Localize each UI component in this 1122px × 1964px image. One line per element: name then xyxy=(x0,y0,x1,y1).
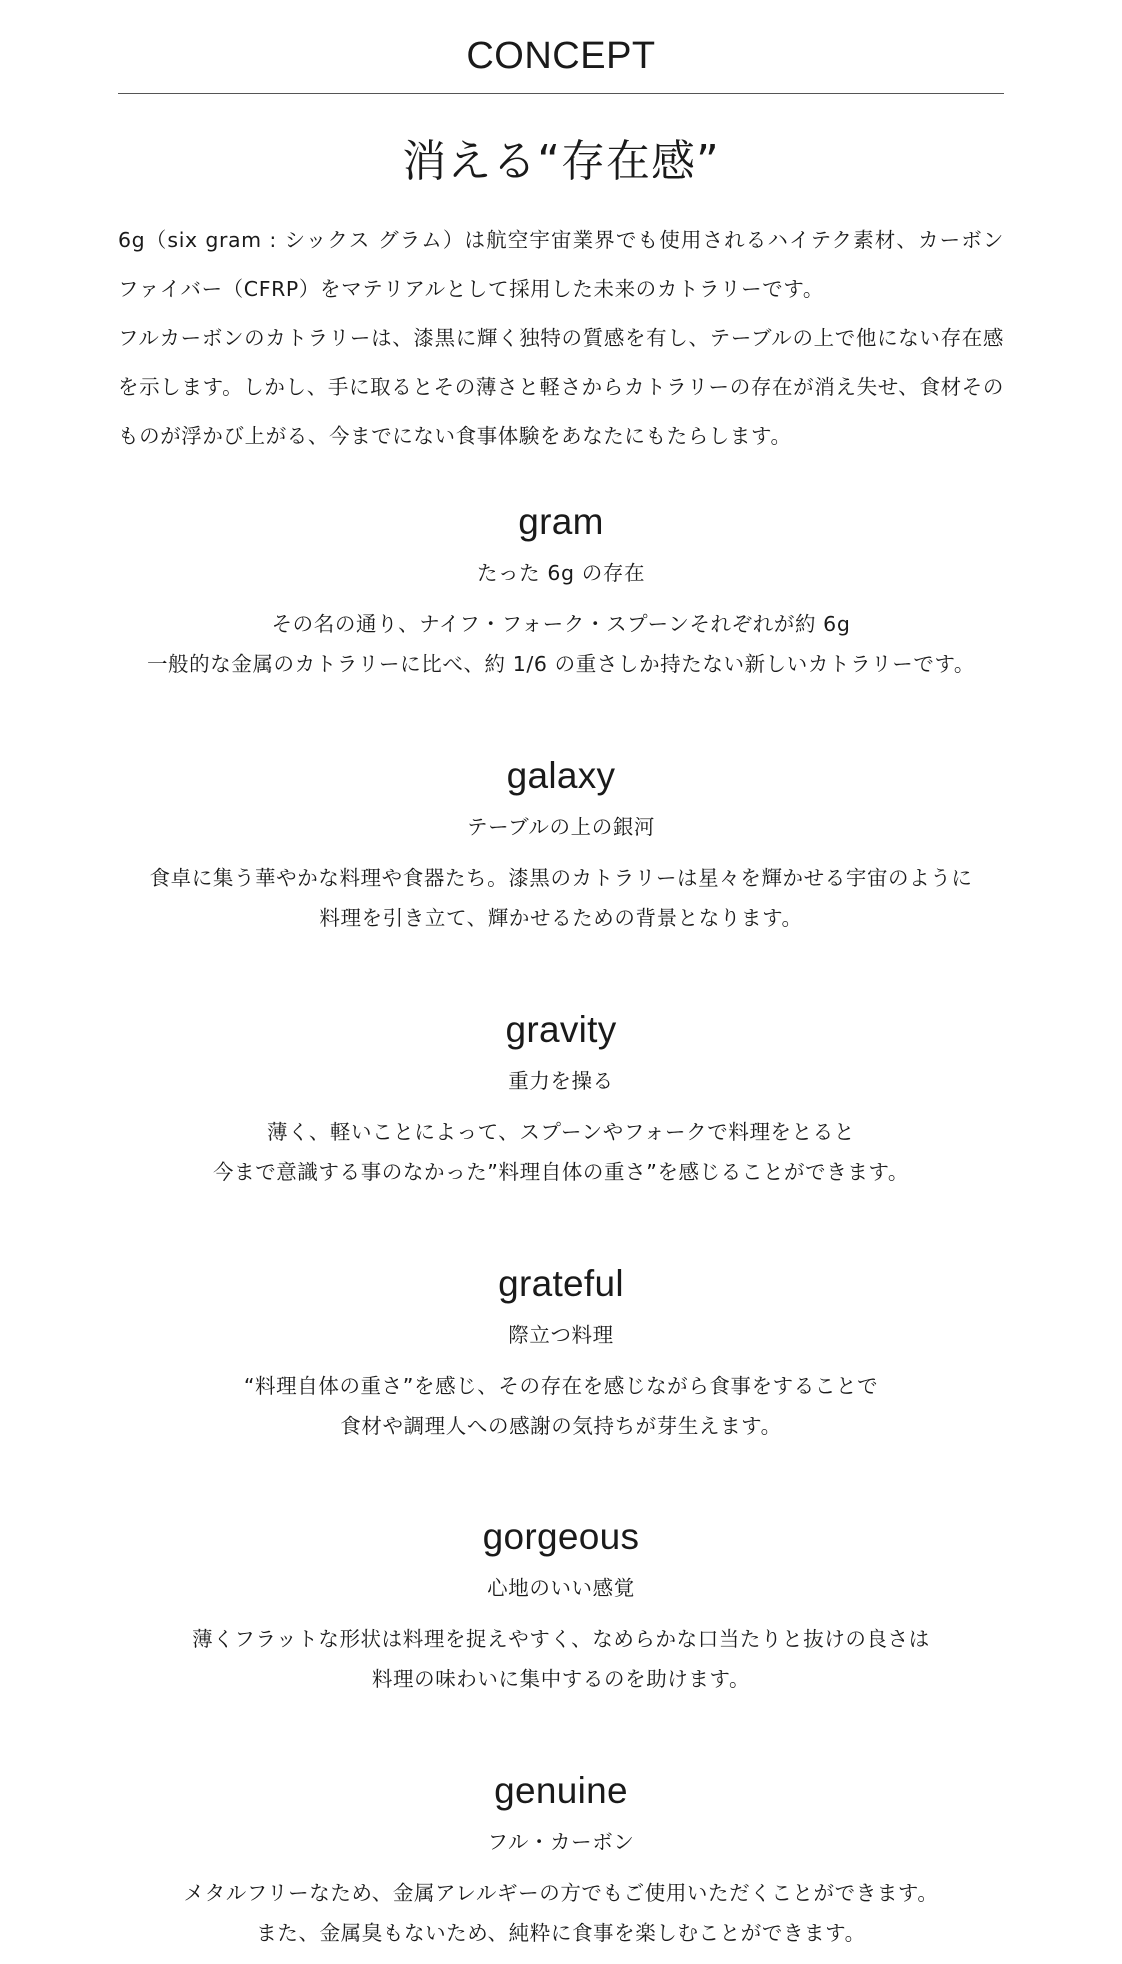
feature-gram xyxy=(0,498,1122,684)
feature-description-line: 薄く、軽いことによって、スプーンやフォークで料理をとると xyxy=(267,1120,855,1144)
intro-paragraph-1: 6g（six gram : シックス グラム）は航空宇宙業界でも使用されるハイテク素材、カーボンファイバー（CFRP）をマテリアルとして採用した未来のカトラリーです。 xyxy=(118,228,1004,301)
feature-description-line: 今まで意識する事のなかった”料理自体の重さ”を感じることができます。 xyxy=(213,1160,909,1184)
feature-description-line: 料理を引き立て、輝かせるための背景となります。 xyxy=(319,906,803,930)
section-title: CONCEPT xyxy=(466,35,656,77)
feature-description xyxy=(0,1873,1122,1953)
feature-description-line: 料理の味わいに集中するのを助けます。 xyxy=(371,1667,751,1691)
feature-gorgeous xyxy=(0,1513,1122,1699)
feature-subtitle: たった 6g の存在 xyxy=(476,561,646,585)
feature-description-line: 食材や調理人への感謝の気持ちが芽生えます。 xyxy=(340,1414,782,1438)
feature-description xyxy=(0,1366,1122,1446)
feature-title: gorgeous xyxy=(482,1516,640,1557)
feature-description xyxy=(0,604,1122,684)
feature-gravity xyxy=(0,1006,1122,1192)
headline: 消える“存在感” xyxy=(402,136,720,187)
feature-subtitle: フル・カーボン xyxy=(487,1830,635,1854)
feature-description xyxy=(0,1112,1122,1192)
feature-grateful xyxy=(0,1260,1122,1446)
feature-title: gravity xyxy=(505,1009,617,1050)
feature-subtitle: 重力を操る xyxy=(508,1069,614,1093)
feature-galaxy xyxy=(0,752,1122,938)
intro-text xyxy=(118,216,1004,461)
feature-title: galaxy xyxy=(506,755,616,796)
feature-description-line: また、金属臭もないため、純粋に食事を楽しむことができます。 xyxy=(256,1921,866,1945)
feature-description-line: 一般的な金属のカトラリーに比べ、約 1/6 の重さしか持たない新しいカトラリーです。 xyxy=(146,652,976,676)
feature-description-line: メタルフリーなため、金属アレルギーの方でもご使用いただくことができます。 xyxy=(183,1881,939,1905)
feature-title: grateful xyxy=(498,1263,624,1304)
feature-description-line: “料理自体の重さ”を感じ、その存在を感じながら食事をすることで xyxy=(243,1374,879,1398)
title-divider xyxy=(118,93,1004,94)
feature-subtitle: 心地のいい感覚 xyxy=(487,1576,635,1600)
feature-description xyxy=(0,1619,1122,1699)
feature-description-line: その名の通り、ナイフ・フォーク・スプーンそれぞれが約 6g xyxy=(271,612,851,636)
feature-subtitle: テーブルの上の銀河 xyxy=(466,815,656,839)
feature-title: genuine xyxy=(494,1770,628,1811)
feature-description xyxy=(0,858,1122,938)
feature-description-line: 薄くフラットな形状は料理を捉えやすく、なめらかな口当たりと抜けの良さは xyxy=(192,1627,930,1651)
feature-description-line: 食卓に集う華やかな料理や食器たち。漆黒のカトラリーは星々を輝かせる宇宙のように xyxy=(149,866,973,890)
feature-genuine xyxy=(0,1767,1122,1953)
feature-subtitle: 際立つ料理 xyxy=(508,1323,614,1347)
feature-title: gram xyxy=(518,501,604,542)
intro-paragraph-2: フルカーボンのカトラリーは、漆黒に輝く独特の質感を有し、テーブルの上で他にない存在感を示します。しかし、手に取るとその薄さと軽さからカトラリーの存在が消え失せ、食材そのものが浮かび上がる、今までにない食事体験をあなたにもたらします。 xyxy=(118,326,1004,448)
